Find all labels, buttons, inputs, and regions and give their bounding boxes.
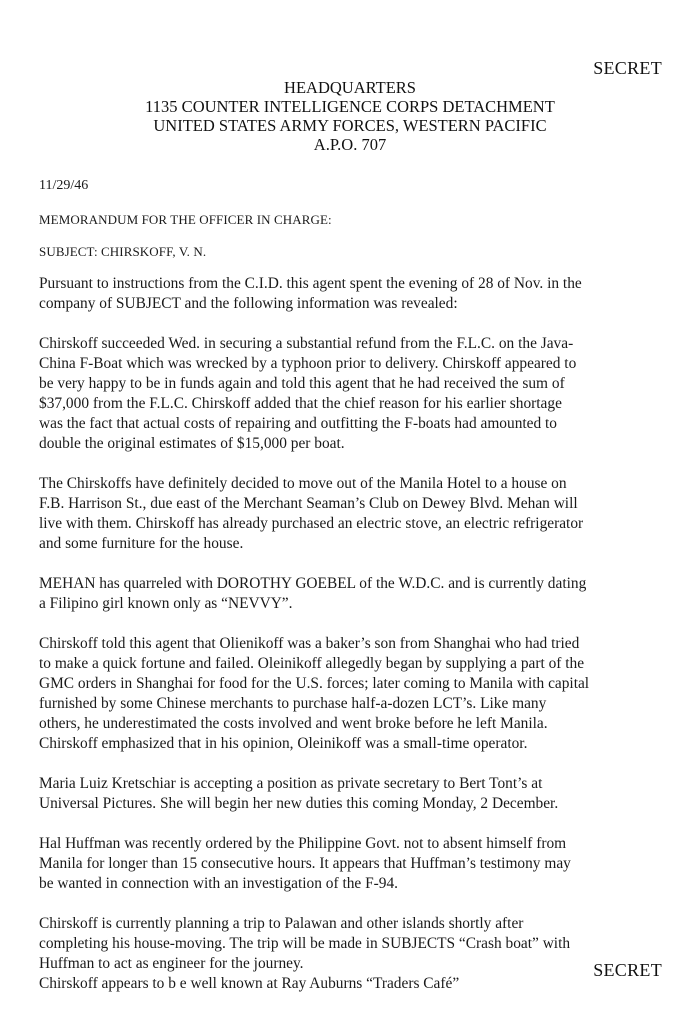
memo-paragraph [39,574,669,614]
paragraph-line: $37,000 from the F.L.C. Chirskoff added that the chief reason for his earlier shortage [39,395,562,412]
paragraph-line: live with them. Chirskoff has already purchased an electric stove, an electric refrigerator [39,515,584,532]
paragraph-line: MEHAN has quarreled with DOROTHY GOEBEL of the W.D.C. and is currently dating [39,575,587,592]
paragraph-line: Universal Pictures. She will begin her new duties this coming Monday, 2 December. [39,795,559,812]
memo-paragraph [39,834,669,894]
paragraph-line: others, he underestimated the costs involved and went broke before he left Manila. [39,715,548,732]
paragraph-line: China F-Boat which was wrecked by a typhoon prior to delivery. Chirskoff appeared to [39,355,577,372]
paragraph-line: Chirskoff appears to b e well known at Ray Auburns “Traders Café” [39,975,460,992]
paragraph-line: The Chirskoffs have definitely decided to move out of the Manila Hotel to a house on [39,475,567,492]
paragraph-line: F.B. Harrison St., due east of the Merchant Seaman’s Club on Dewey Blvd. Mehan will [39,495,578,512]
paragraph-line: be wanted in connection with an investigation of the F-94. [39,875,399,892]
paragraph-line: Hal Huffman was recently ordered by the Philippine Govt. not to absent himself from [39,835,567,852]
letterhead-line-2: 1135 COUNTER INTELLIGENCE CORPS DETACHMENT [145,97,555,116]
paragraph-line: double the original estimates of $15,000 per boat. [39,435,345,452]
classification-marking-bottom: SECRET [593,960,662,980]
paragraph-line: company of SUBJECT and the following information was revealed: [39,295,458,312]
paragraph-line: Chirskoff emphasized that in his opinion, Oleinikoff was a small-time operator. [39,735,528,752]
paragraph-line: Maria Luiz Kretschiar is accepting a position as private secretary to Bert Tont’s at [39,775,543,792]
paragraph-line: was the fact that actual costs of repairing and outfitting the F-boats had amounted to [39,415,558,432]
letterhead-line-3: UNITED STATES ARMY FORCES, WESTERN PACIFIC [153,116,547,135]
classification-marking-top: SECRET [593,58,662,78]
memo-paragraph [39,914,669,994]
memo-paragraph [39,474,669,554]
memo-paragraph [39,334,669,454]
paragraph-line: Manila for longer than 15 consecutive hours. It appears that Huffman’s testimony may [39,855,571,872]
paragraph-line: Chirskoff is currently planning a trip to Palawan and other islands shortly after [39,915,524,932]
memo-body [39,274,669,1014]
paragraph-line: to make a quick fortune and failed. Oleinikoff allegedly began by supplying a part of the [39,655,585,672]
memo-paragraph [39,274,669,314]
paragraph-line: Chirskoff succeeded Wed. in securing a substantial refund from the F.L.C. on the Java- [39,335,574,352]
memo-addressee: MEMORANDUM FOR THE OFFICER IN CHARGE: [39,212,332,227]
paragraph-line: Huffman to act as engineer for the journey. [39,955,304,972]
letterhead [0,78,700,154]
paragraph-line: Chirskoff told this agent that Olienikoff was a baker’s son from Shanghai who had tried [39,635,580,652]
letterhead-line-1: HEADQUARTERS [284,78,416,97]
paragraph-line: and some furniture for the house. [39,535,244,552]
letterhead-line-4: A.P.O. 707 [313,135,387,154]
paragraph-line: completing his house-moving. The trip will be made in SUBJECTS “Crash boat” with [39,935,571,952]
memo-paragraph [39,774,669,814]
paragraph-line: furnished by some Chinese merchants to purchase half-a-dozen LCT’s. Like many [39,695,547,712]
paragraph-line: Pursuant to instructions from the C.I.D. this agent spent the evening of 28 of Nov. in the [39,275,582,292]
memo-date: 11/29/46 [39,178,89,193]
paragraph-line: a Filipino girl known only as “NEVVY”. [39,595,293,612]
memo-subject: SUBJECT: CHIRSKOFF, V. N. [39,244,207,259]
memo-paragraph [39,634,669,754]
paragraph-line: be very happy to be in funds again and told this agent that he had received the sum of [39,375,565,392]
paragraph-line: GMC orders in Shanghai for food for the U.S. forces; later coming to Manila with capital [39,675,590,692]
